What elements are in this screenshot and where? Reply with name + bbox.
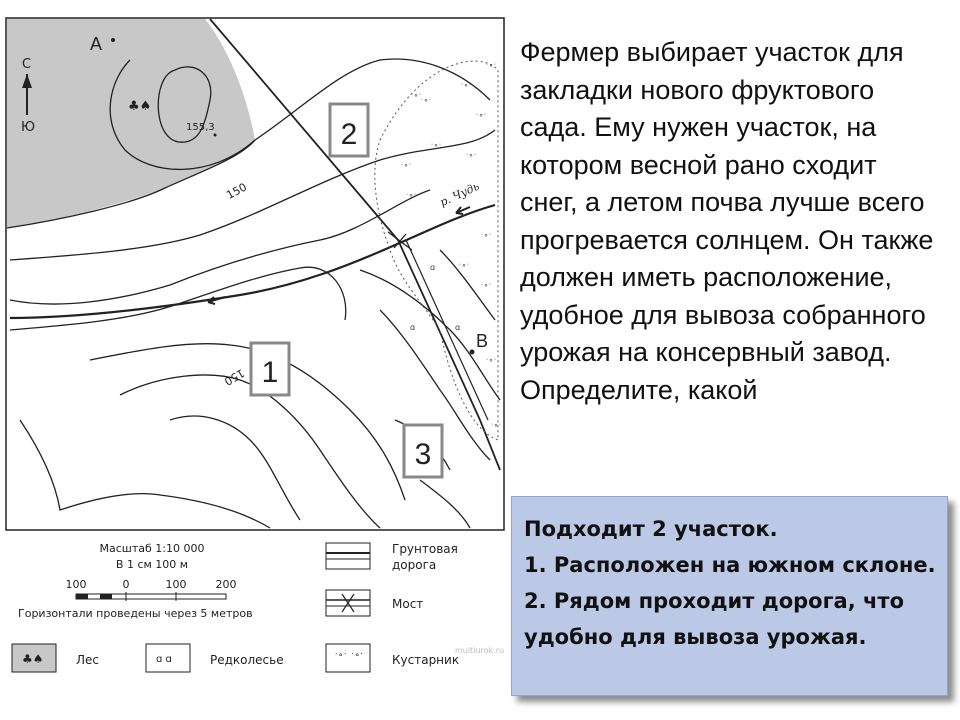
legend-shrub-label: Кустарник (392, 653, 460, 667)
answer-point-1: 1. Расположен на южном склоне. (524, 553, 936, 577)
answer-box (511, 496, 948, 696)
scale-subtitle: В 1 см 100 м (115, 558, 189, 571)
svg-text:˙°˙: ˙°˙ (490, 423, 502, 432)
svg-text:˙°˙: ˙°˙ (405, 193, 417, 202)
elevation-label: 155,3 (186, 122, 215, 133)
site-2-number: 2 (340, 118, 358, 151)
svg-text:ɑ: ɑ (410, 323, 416, 332)
site-3-number: 3 (414, 438, 432, 471)
contour-label: 150 (221, 366, 247, 388)
svg-text:˙°˙: ˙°˙ (458, 263, 470, 272)
legend-forest-icon: ♣♠ (22, 652, 44, 666)
answer-title: Подходит 2 участок. (524, 517, 778, 541)
legend-bridge-label: Мост (392, 597, 424, 611)
svg-text:˙°˙: ˙°˙ (430, 143, 442, 152)
point-b-marker (470, 350, 475, 355)
point-b-label: В (476, 331, 489, 351)
watermark: multiurok.ru (455, 646, 505, 655)
answer-point-2: 2. Рядом проходит дорога, что удобно для вывоза урожая. (524, 589, 905, 649)
contour-label: 150 (224, 180, 249, 202)
legend-road-symbol (326, 543, 370, 569)
compass-north: С (22, 57, 32, 72)
legend-forest-label: Лес (76, 653, 100, 667)
svg-text:˙°˙: ˙°˙ (400, 163, 412, 172)
legend-road-label-2: дорога (392, 558, 437, 572)
site-1 (251, 343, 289, 395)
scale-bar (76, 592, 226, 601)
svg-text:˙°˙: ˙°˙ (480, 233, 492, 242)
contour-interval-note: Горизонтали проведены через 5 метров (18, 607, 253, 620)
point-a-marker (111, 38, 115, 42)
svg-text:˙°˙: ˙°˙ (410, 93, 422, 102)
svg-text:˙°˙: ˙°˙ (485, 63, 497, 72)
river-label: р. Чудь (437, 179, 482, 210)
svg-text:ɑ: ɑ (430, 263, 436, 272)
svg-text:˙°˙: ˙°˙ (475, 113, 487, 122)
svg-text:˙°˙: ˙°˙ (460, 83, 472, 92)
elevation-point (214, 134, 217, 137)
svg-text:ɑ: ɑ (455, 323, 461, 332)
legend-shrub-icon: ˙°˙ ˙°˙ (334, 653, 364, 663)
site-1-number: 1 (261, 356, 279, 389)
legend-sparse-label: Редколесье (210, 653, 284, 667)
scale-tick: 0 (122, 578, 130, 591)
scale-tick: 100 (65, 578, 87, 591)
svg-text:˙°˙: ˙°˙ (480, 283, 492, 292)
scale-title: Масштаб 1:10 000 (99, 542, 205, 555)
site-2 (330, 104, 368, 156)
scale-tick: 200 (215, 578, 237, 591)
forest-tree-icon: ♣♠ (128, 99, 152, 114)
compass-south: Ю (21, 120, 36, 135)
legend-road-label-1: Грунтовая (392, 542, 458, 556)
svg-text:˙°˙: ˙°˙ (420, 98, 432, 107)
svg-text:˙°˙: ˙°˙ (465, 153, 477, 162)
legend-sparse-icon: ɑ ɑ (156, 654, 172, 665)
scale-tick: 100 (165, 578, 187, 591)
question-text: Фермер выбирает участок для закладки нового фруктового сада. Ему нужен участок, на котором весной рано сходит снег, а летом почва лучше всего прогревается солнцем. Он также должен иметь расположение, удобное для вывоза собранного урожая на консервный завод. Определите, какой (520, 37, 934, 405)
site-3 (404, 425, 442, 477)
legend (12, 542, 504, 672)
legend-bridge-symbol (326, 590, 370, 616)
point-a-label: А (90, 34, 103, 54)
svg-text:˙°˙: ˙°˙ (485, 358, 497, 367)
